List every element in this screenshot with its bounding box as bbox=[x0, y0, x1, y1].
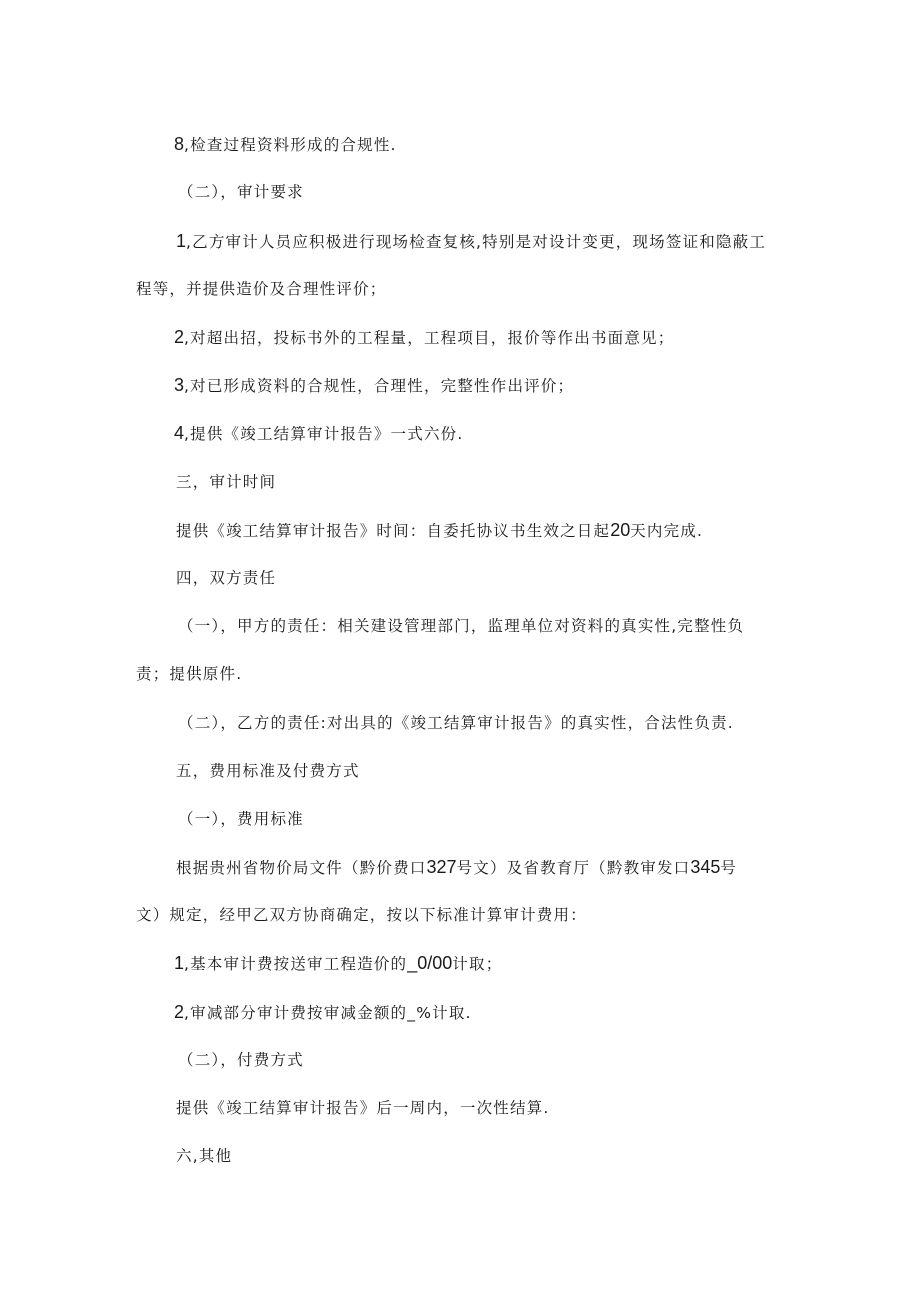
item-number: 8 bbox=[174, 134, 185, 154]
item-text: ,提供《竣工结算审计报告》一式六份. bbox=[184, 425, 464, 443]
section-heading bbox=[176, 1146, 232, 1166]
fee-basis-line bbox=[176, 857, 737, 878]
section-heading bbox=[176, 761, 360, 781]
audit-time-line bbox=[176, 520, 703, 541]
item-number: 3 bbox=[174, 375, 185, 395]
item-8-line bbox=[174, 134, 397, 155]
item-text: ,乙方审计人员应积极进行现场检查复核,特别是对设计变更，现场签证和隐蔽工 bbox=[186, 233, 767, 251]
party-b-responsibility bbox=[178, 713, 734, 733]
payment-method-line bbox=[176, 1098, 550, 1118]
item-3-line bbox=[174, 375, 574, 396]
item-1-line bbox=[176, 231, 766, 252]
heading-text: （二），审计要求 bbox=[178, 183, 304, 201]
fee-item-2-line bbox=[174, 1002, 472, 1023]
heading-text: （一），费用标准 bbox=[178, 810, 304, 828]
file-number: 345 bbox=[690, 857, 721, 877]
heading-text: 三，审计时间 bbox=[176, 473, 277, 491]
item-text: 计取； bbox=[452, 955, 503, 973]
heading-text: 五，费用标准及付费方式 bbox=[176, 762, 360, 780]
item-1-continuation bbox=[136, 279, 387, 299]
text-segment: 天内完成. bbox=[630, 522, 704, 540]
item-text: ,检查过程资料形成的合规性. bbox=[184, 136, 397, 154]
item-number: 2 bbox=[174, 1002, 185, 1022]
item-4-line bbox=[174, 423, 463, 444]
party-a-responsibility bbox=[178, 616, 744, 636]
paragraph-text: （二），乙方的责任:对出具的《竣工结算审计报告》的真实性，合法性负责. bbox=[178, 714, 734, 732]
text-segment: 根据贵州省物价局文件（黔价费口 bbox=[176, 859, 427, 877]
fee-basis-continuation bbox=[136, 905, 587, 925]
item-2-line bbox=[174, 327, 674, 348]
item-text: ,对已形成资料的合规性，合理性，完整性作出评价； bbox=[184, 377, 575, 395]
item-number: 1 bbox=[174, 953, 185, 973]
paragraph-text: 责；提供原件. bbox=[136, 665, 243, 683]
item-text: 程等，并提供造价及合理性评价； bbox=[136, 280, 387, 298]
subsection-heading bbox=[178, 1050, 304, 1070]
item-number: 1 bbox=[176, 231, 187, 251]
paragraph-text: 文）规定，经甲乙双方协商确定，按以下标准计算审计费用： bbox=[136, 906, 587, 924]
party-a-continuation bbox=[136, 664, 242, 684]
item-text: ,审减部分审计费按审减金额的_%计取. bbox=[184, 1004, 472, 1022]
item-text: ,基本审计费按送审工程造价的 bbox=[184, 955, 408, 973]
paragraph-text: 提供《竣工结算审计报告》后一周内，一次性结算. bbox=[176, 1099, 550, 1117]
subsection-heading bbox=[178, 809, 304, 829]
subsection-heading bbox=[178, 182, 304, 202]
rate-value: _0/00 bbox=[407, 953, 453, 973]
heading-text: 六,其他 bbox=[176, 1147, 233, 1165]
item-number: 4 bbox=[174, 423, 185, 443]
text-segment: 提供《竣工结算审计报告》时间：自委托协议书生效之日起 bbox=[176, 522, 611, 540]
file-number: 327 bbox=[426, 857, 457, 877]
item-number: 2 bbox=[174, 327, 185, 347]
fee-item-1-line bbox=[174, 953, 502, 974]
item-text: ,对超出招，投标书外的工程量，工程项目，报价等作出书面意见； bbox=[184, 329, 675, 347]
days-number: 20 bbox=[610, 520, 631, 540]
paragraph-text: （一），甲方的责任：相关建设管理部门，监理单位对资料的真实性,完整性负 bbox=[178, 617, 745, 635]
heading-text: （二），付费方式 bbox=[178, 1051, 304, 1069]
text-segment: 号文）及省教育厅（黔教审发口 bbox=[456, 859, 691, 877]
section-heading bbox=[176, 568, 276, 588]
section-heading bbox=[176, 472, 276, 492]
text-segment: 号 bbox=[720, 859, 738, 877]
heading-text: 四，双方责任 bbox=[176, 569, 277, 587]
